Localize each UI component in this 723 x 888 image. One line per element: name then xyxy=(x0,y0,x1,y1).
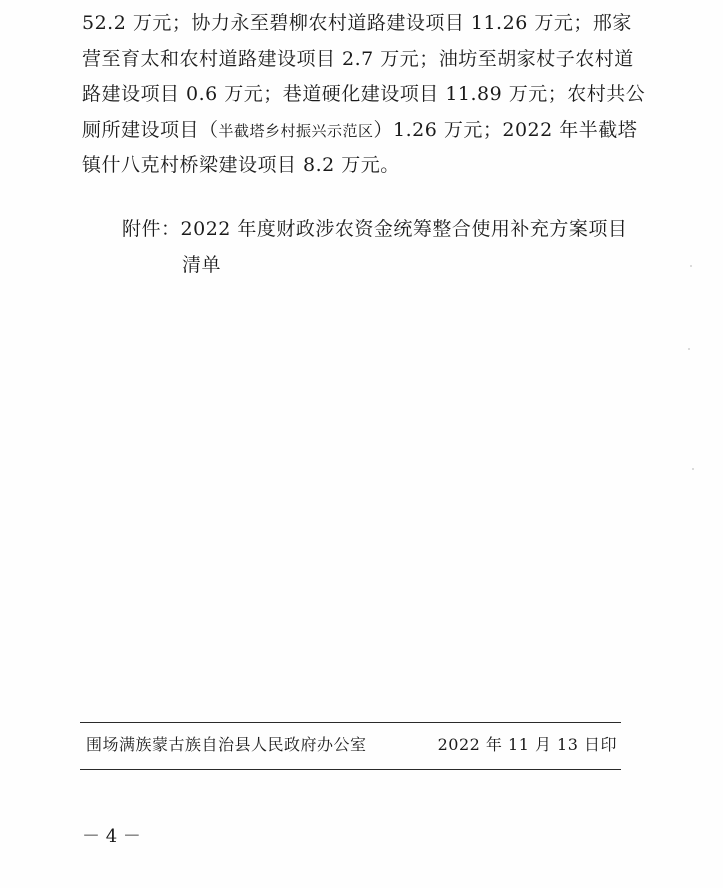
attachment-label: 附件： xyxy=(122,218,181,240)
body-line-4-part-a: 厕所建设项目（ xyxy=(82,118,219,141)
scan-speck xyxy=(690,265,692,267)
body-line-3: 路建设项目 0.6 万元；巷道硬化建设项目 11.89 万元；农村共公 xyxy=(82,83,646,105)
body-line-4-note: 半截塔乡村振兴示范区 xyxy=(218,121,374,140)
attachment-block xyxy=(122,212,628,283)
attachment-title: 2022 年度财政涉农资金统筹整合使用补充方案项目 xyxy=(180,218,628,240)
footer-issuer: 围场满族蒙古族自治县人民政府办公室 xyxy=(86,735,367,754)
scan-speck xyxy=(692,468,694,470)
body-paragraph xyxy=(82,6,646,184)
scan-speck xyxy=(688,348,690,350)
page-number: － 4 － xyxy=(82,826,141,847)
footer-bottom-rule xyxy=(80,769,621,770)
body-line-5: 镇什八克村桥梁建设项目 8.2 万元。 xyxy=(82,154,400,176)
body-line-2: 营至育太和农村道路建设项目 2.7 万元；油坊至胡家杖子农村道 xyxy=(82,47,634,70)
body-line-4-part-b: ）1.26 万元；2022 年半截塔 xyxy=(373,118,638,141)
body-line-4 xyxy=(82,113,638,149)
footer-print-date: 2022 年 11 月 13 日印 xyxy=(437,735,617,754)
attachment-title-continuation: 清单 xyxy=(182,253,222,276)
footer-top-rule xyxy=(80,722,621,723)
body-line-1: 52.2 万元；协力永至碧柳农村道路建设项目 11.26 万元；邢家 xyxy=(82,12,632,34)
